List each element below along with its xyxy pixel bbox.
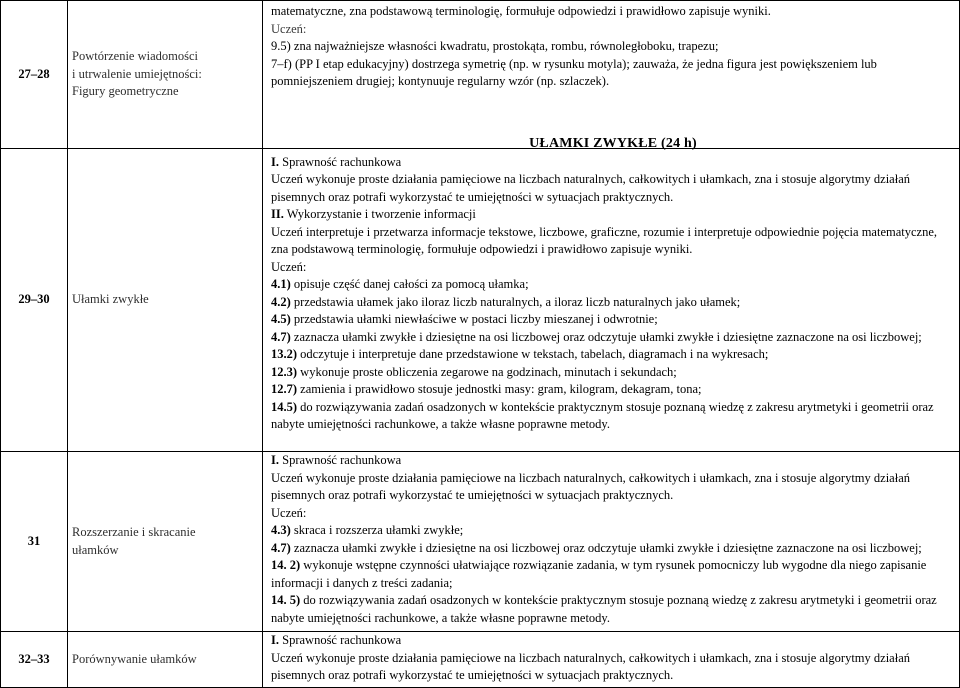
requirement-text: 7–f) (PP I etap edukacyjny) dostrzega symetrię (np. w rysunku motyla); zauważa, że jedna figura jest powiększeniem lub pomniejszeniem drugiej; kontynuuje regularny wzór (np. szlaczek).: [271, 56, 877, 88]
requirement-text: matematyczne, zna podstawową terminologię, formułuje odpowiedzi i prawidłowo zapisuje wyniki.: [271, 4, 771, 18]
lesson-number: 31: [1, 452, 68, 632]
requirement-item: [271, 294, 955, 312]
requirement-code: 4.7): [271, 329, 291, 344]
requirement-text: Uczeń:: [271, 505, 307, 520]
section-mark: I.: [271, 154, 279, 169]
requirement-text: Uczeń interpretuje i przetwarza informacje tekstowe, liczbowe, graficzne, rozumie i interpretuje odpowiednie pojęcia matematyczne, zna podstawową terminologię, formułuje odpowiedzi i prawidłowo zapisuje wyniki.: [271, 224, 938, 256]
requirement-code: 4.2): [271, 294, 291, 309]
topic-line: ułamków: [72, 542, 119, 557]
requirement-item: [271, 329, 955, 347]
lesson-topic: [68, 452, 263, 632]
requirement-code: 14. 2): [271, 558, 301, 572]
requirements-cell: [263, 632, 960, 688]
requirement-text: zaznacza ułamki zwykłe i dziesiętne na osi liczbowej oraz odczytuje ułamki zwykłe i dziesiętne zaznaczone na osi liczbowej;: [290, 329, 922, 344]
requirement-text: skraca i rozszerza ułamki zwykłe;: [290, 523, 464, 537]
requirement-code: 12.3): [271, 364, 298, 379]
requirement-text: Uczeń wykonuje proste działania pamięciowe na liczbach naturalnych, całkowitych i ułamkach, zna i stosuje algorytmy działań pisemnych oraz potrafi wykorzystać te umiejętności w sytuacjach praktycznych.: [271, 172, 910, 204]
requirement-code: 4.5): [271, 312, 291, 326]
lesson-number: 29–30: [1, 149, 68, 452]
requirement-text: odczytuje i interpretuje dane przedstawione w tekstach, tabelach, diagramach i na wykresach;: [297, 347, 769, 361]
requirement-item: [271, 381, 955, 399]
requirement-item: [271, 592, 955, 627]
lesson-topic: [68, 1, 263, 149]
requirement-text: Uczeń wykonuje proste działania pamięciowe na liczbach naturalnych, całkowitych i ułamkach, zna i stosuje algorytmy działań pisemnych oraz potrafi wykorzystać te umiejętności w sytuacjach praktycznych.: [271, 650, 910, 682]
requirement-text: do rozwiązywania zadań osadzonych w kontekście praktycznym stosuje poznaną wiedzę z zakresu arytmetyki i geometrii oraz nabyte umiejętności rachunkowe, a także własne poprawne metody.: [271, 399, 934, 431]
requirements-cell: [263, 452, 960, 632]
topic-line: Rozszerzanie i skracanie: [72, 525, 196, 539]
table-row: [1, 149, 960, 452]
topic-line: i utrwalenie umiejętności:: [72, 66, 202, 81]
requirement-item: [271, 346, 955, 364]
section-heading: UŁAMKI ZWYKŁE (24 h): [529, 136, 697, 151]
lesson-number: 27–28: [1, 1, 68, 149]
requirement-code: 4.1): [271, 277, 291, 291]
requirement-code: 12.7): [271, 382, 298, 396]
table-row: [1, 452, 960, 632]
requirement-text: Uczeń:: [271, 259, 307, 274]
lesson-number: 32–33: [1, 632, 68, 688]
requirement-text: opisuje część danej całości za pomocą ułamka;: [290, 277, 529, 291]
requirement-item: [271, 540, 955, 558]
requirement-item: [271, 311, 955, 329]
topic-line: Figury geometryczne: [72, 84, 179, 99]
requirements-cell: [263, 136, 960, 452]
lesson-topic: [68, 632, 263, 688]
requirement-text: do rozwiązywania zadań osadzonych w kontekście praktycznym stosuje poznaną wiedzę z zakresu arytmetyki i geometrii oraz nabyte umiejętności rachunkowe, a także własne poprawne metody.: [271, 593, 937, 625]
requirement-text: przedstawia ułamki niewłaściwe w postaci liczby mieszanej i odwrotnie;: [290, 312, 658, 326]
lesson-topic: [68, 149, 263, 452]
table-row: [1, 632, 960, 688]
section-title: [271, 206, 955, 224]
requirement-text: przedstawia ułamek jako iloraz liczb naturalnych, a iloraz liczb naturalnych jako ułamek;: [290, 294, 741, 309]
requirement-text: wykonuje wstępne czynności ułatwiające rozwiązanie zadania, w tym rysunek pomocniczy lub wygodne dla niego zapisanie informacji i danych z treści zadania;: [271, 558, 927, 590]
requirement-code: 14.5): [271, 399, 298, 414]
section-title-text: Wykorzystanie i tworzenie informacji: [283, 207, 476, 221]
section-title: [271, 452, 955, 470]
requirement-item: [271, 399, 955, 434]
table-row: [1, 1, 960, 149]
topic-line: Porównywanie ułamków: [72, 651, 197, 666]
requirement-item: [271, 522, 955, 540]
requirement-item: [271, 276, 955, 294]
requirement-code: 4.3): [271, 523, 291, 537]
requirement-text: 9.5) zna najważniejsze własności kwadratu, prostokąta, rombu, równoległoboku, trapezu;: [271, 39, 719, 53]
section-title-text: Sprawność rachunkowa: [279, 453, 402, 467]
topic-line: Ułamki zwykłe: [72, 292, 149, 307]
requirement-item: [271, 364, 955, 382]
topic-line: Powtórzenie wiadomości: [72, 49, 199, 64]
requirement-code: 13.2): [271, 347, 298, 361]
requirements-list: [271, 154, 955, 434]
section-mark: I.: [271, 633, 279, 647]
requirement-code: 4.7): [271, 540, 291, 555]
requirement-text: zaznacza ułamki zwykłe i dziesiętne na osi liczbowej oraz odczytuje ułamki zwykłe i dziesiętne zaznaczone na osi liczbowej;: [290, 540, 922, 555]
section-title: [271, 154, 955, 172]
requirement-text: wykonuje proste obliczenia zegarowe na godzinach, minutach i sekundach;: [297, 364, 677, 379]
requirement-code: 14. 5): [271, 593, 301, 607]
requirement-text: Uczeń wykonuje proste działania pamięciowe na liczbach naturalnych, całkowitych i ułamkach, zna i stosuje algorytmy działań pisemnych oraz potrafi wykorzystać te umiejętności w sytuacjach praktycznych.: [271, 470, 910, 502]
requirement-text: zamienia i prawidłowo stosuje jednostki masy: gram, kilogram, dekagram, tona;: [297, 382, 702, 396]
requirement-text: Uczeń:: [271, 21, 307, 36]
section-title: [271, 632, 955, 650]
section-mark: I.: [271, 453, 279, 467]
section-title-text: Sprawność rachunkowa: [279, 154, 402, 169]
requirements-list: [271, 452, 955, 627]
requirements-cell: [263, 1, 960, 149]
requirements-list: [271, 632, 955, 685]
section-mark: II.: [271, 207, 284, 221]
requirement-item: [271, 557, 955, 592]
section-title-text: Sprawność rachunkowa: [279, 633, 402, 647]
